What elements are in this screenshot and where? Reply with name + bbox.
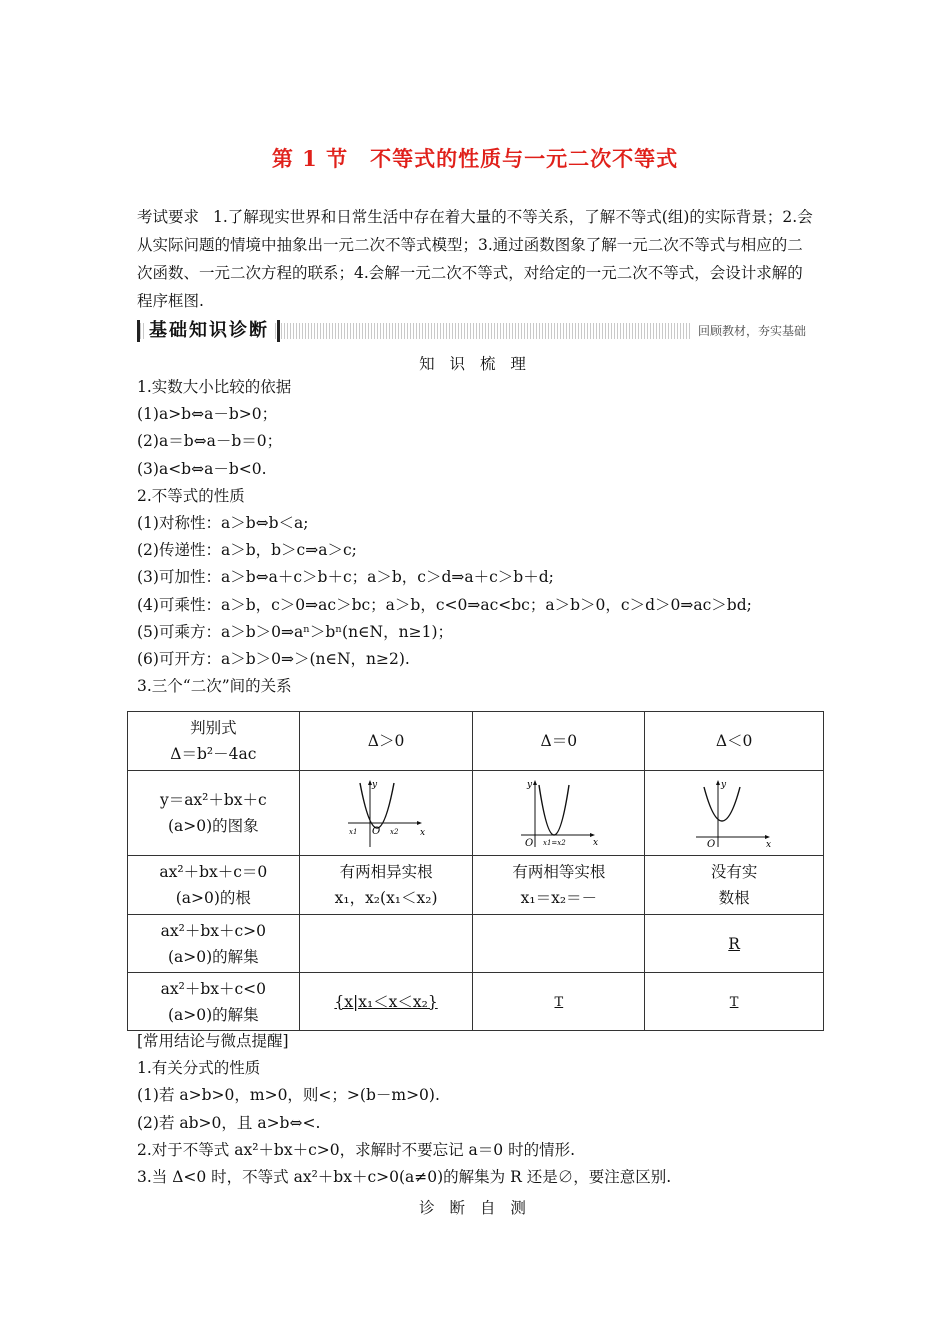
knowledge-line: (2)a＝b⇔a－b＝0； [137, 432, 283, 451]
gt-two-roots [299, 915, 473, 973]
header-delta-positive: Δ＞0 [299, 712, 473, 771]
lt-row-label: ax²＋bx＋c<0 (a>0)的解集 [128, 973, 300, 1031]
svg-text:x: x [766, 840, 772, 849]
knowledge-line: (6)可开方：a＞b＞0⇒＞(n∈N，n≥2). [137, 649, 410, 668]
gt-no-root-value: R [728, 934, 740, 953]
table-row [128, 973, 824, 1031]
knowledge-list [137, 374, 837, 700]
parabola-double-root-graph [519, 777, 599, 849]
knowledge-line: (1)a>b⇔a－b>0； [137, 405, 278, 424]
graph-row-label: y＝ax²＋bx＋c (a>0)的图象 [128, 771, 300, 856]
svg-text:x1: x1 [349, 828, 358, 836]
banner-bar-right [277, 320, 280, 342]
gt-row-label: ax²＋bx＋c>0 (a>0)的解集 [128, 915, 300, 973]
lt-two-roots [299, 973, 473, 1031]
table-row [128, 856, 824, 915]
roots-double: 有两相等实根 x₁＝x₂＝－ [473, 856, 645, 915]
table-row [128, 915, 824, 973]
table-row [128, 712, 824, 771]
banner-bar-left [137, 320, 140, 342]
parabola-no-root-graph [694, 777, 774, 849]
tip-line: (2)若 ab>0，且 a>b⇔<. [137, 1113, 321, 1132]
gt-no-root [645, 915, 824, 973]
graph-no-root [645, 771, 824, 856]
lt-double-root [473, 973, 645, 1031]
knowledge-line: (5)可乘方：a＞b＞0⇒aⁿ＞bⁿ(n∈N，n≥1)； [137, 622, 453, 641]
svg-text:O: O [524, 838, 534, 849]
header-discriminant: 判别式 Δ＝b²－4ac [128, 712, 300, 771]
knowledge-line: 3.三个“二次”间的关系 [137, 677, 292, 696]
requirements-text: 1.了解现实世界和日常生活中存在着大量的不等关系，了解不等式(组)的实际背景；2.会从实际问题的情境中抽象出一元二次不等式模型；3.通过函数图象了解一元二次不等式与相应的二次函数、一元二次方程的联系；4.会解一元二次不等式，对给定的一元二次不等式，会设计求解的程序框图. [137, 208, 813, 310]
knowledge-line: (1)对称性：a＞b⇔b＜a; [137, 513, 309, 532]
self-test-heading: 诊 断 自 测 [419, 1199, 531, 1217]
header-delta-zero: Δ＝0 [473, 712, 645, 771]
tips-list [137, 1028, 837, 1191]
page-title: 第 1 节 不等式的性质与一元二次不等式 [271, 146, 679, 171]
roots-none: 没有实 数根 [645, 856, 824, 915]
quadratic-relation-table [127, 711, 824, 1031]
lt-no-root-value: T [729, 994, 739, 1010]
tip-line: 3.当 Δ<0 时，不等式 ax²＋bx＋c>0(a≠0)的解集为 R 还是∅，要注意区别. [137, 1167, 672, 1186]
roots-two: 有两相异实根 x₁，x₂(x₁＜x₂) [299, 856, 473, 915]
banner-heading: 基础知识诊断 [145, 318, 273, 344]
svg-text:x: x [592, 838, 598, 848]
svg-text:x: x [420, 828, 426, 838]
svg-text:x2: x2 [390, 828, 399, 836]
svg-text:O: O [372, 826, 381, 837]
knowledge-line: 2.不等式的性质 [137, 486, 245, 505]
lt-two-roots-value: {x|x₁＜x＜x₂} [334, 992, 438, 1011]
svg-text:x1=x2: x1=x2 [542, 839, 566, 847]
knowledge-line: 1.实数大小比较的依据 [137, 378, 292, 396]
table-row [128, 771, 824, 856]
parabola-two-roots-graph [346, 777, 426, 849]
knowledge-line: (3)a<b⇔a－b<0. [137, 459, 267, 478]
svg-text:y: y [372, 780, 378, 790]
knowledge-line: (2)传递性：a＞b，b＞c⇒a＞c; [137, 541, 357, 560]
svg-text:y: y [721, 780, 727, 790]
svg-text:y: y [526, 780, 532, 790]
lt-no-root [645, 973, 824, 1031]
knowledge-line: (4)可乘性：a＞b，c＞0⇒ac＞bc；a＞b，c<0⇒ac<bc；a＞b＞0，c＞d＞0⇒ac＞bd; [137, 595, 752, 614]
knowledge-heading: 知 识 梳 理 [419, 355, 531, 373]
section-banner [137, 318, 812, 344]
tip-line: 1.有关分式的性质 [137, 1059, 261, 1078]
tip-line: 2.对于不等式 ax²＋bx＋c>0，求解时不要忘记 a＝0 时的情形. [137, 1140, 575, 1159]
roots-row-label: ax²＋bx＋c＝0 (a>0)的根 [128, 856, 300, 915]
exam-requirements [137, 203, 817, 315]
header-delta-negative: Δ＜0 [645, 712, 824, 771]
banner-tagline: 回顾教材，夯实基础 [692, 321, 812, 341]
graph-two-roots [299, 771, 473, 856]
lt-double-root-value: T [554, 994, 564, 1010]
requirements-label: 考试要求 [137, 208, 200, 226]
tips-heading: [常用结论与微点提醒] [137, 1032, 289, 1050]
gt-double-root [473, 915, 645, 973]
knowledge-line: (3)可加性：a＞b⇔a＋c＞b＋c；a＞b，c＞d⇒a＋c＞b＋d; [137, 568, 554, 587]
tip-line: (1)若 a>b>0，m>0，则<；>(b－m>0). [137, 1086, 440, 1105]
svg-text:O: O [707, 839, 716, 849]
graph-double-root [473, 771, 645, 856]
